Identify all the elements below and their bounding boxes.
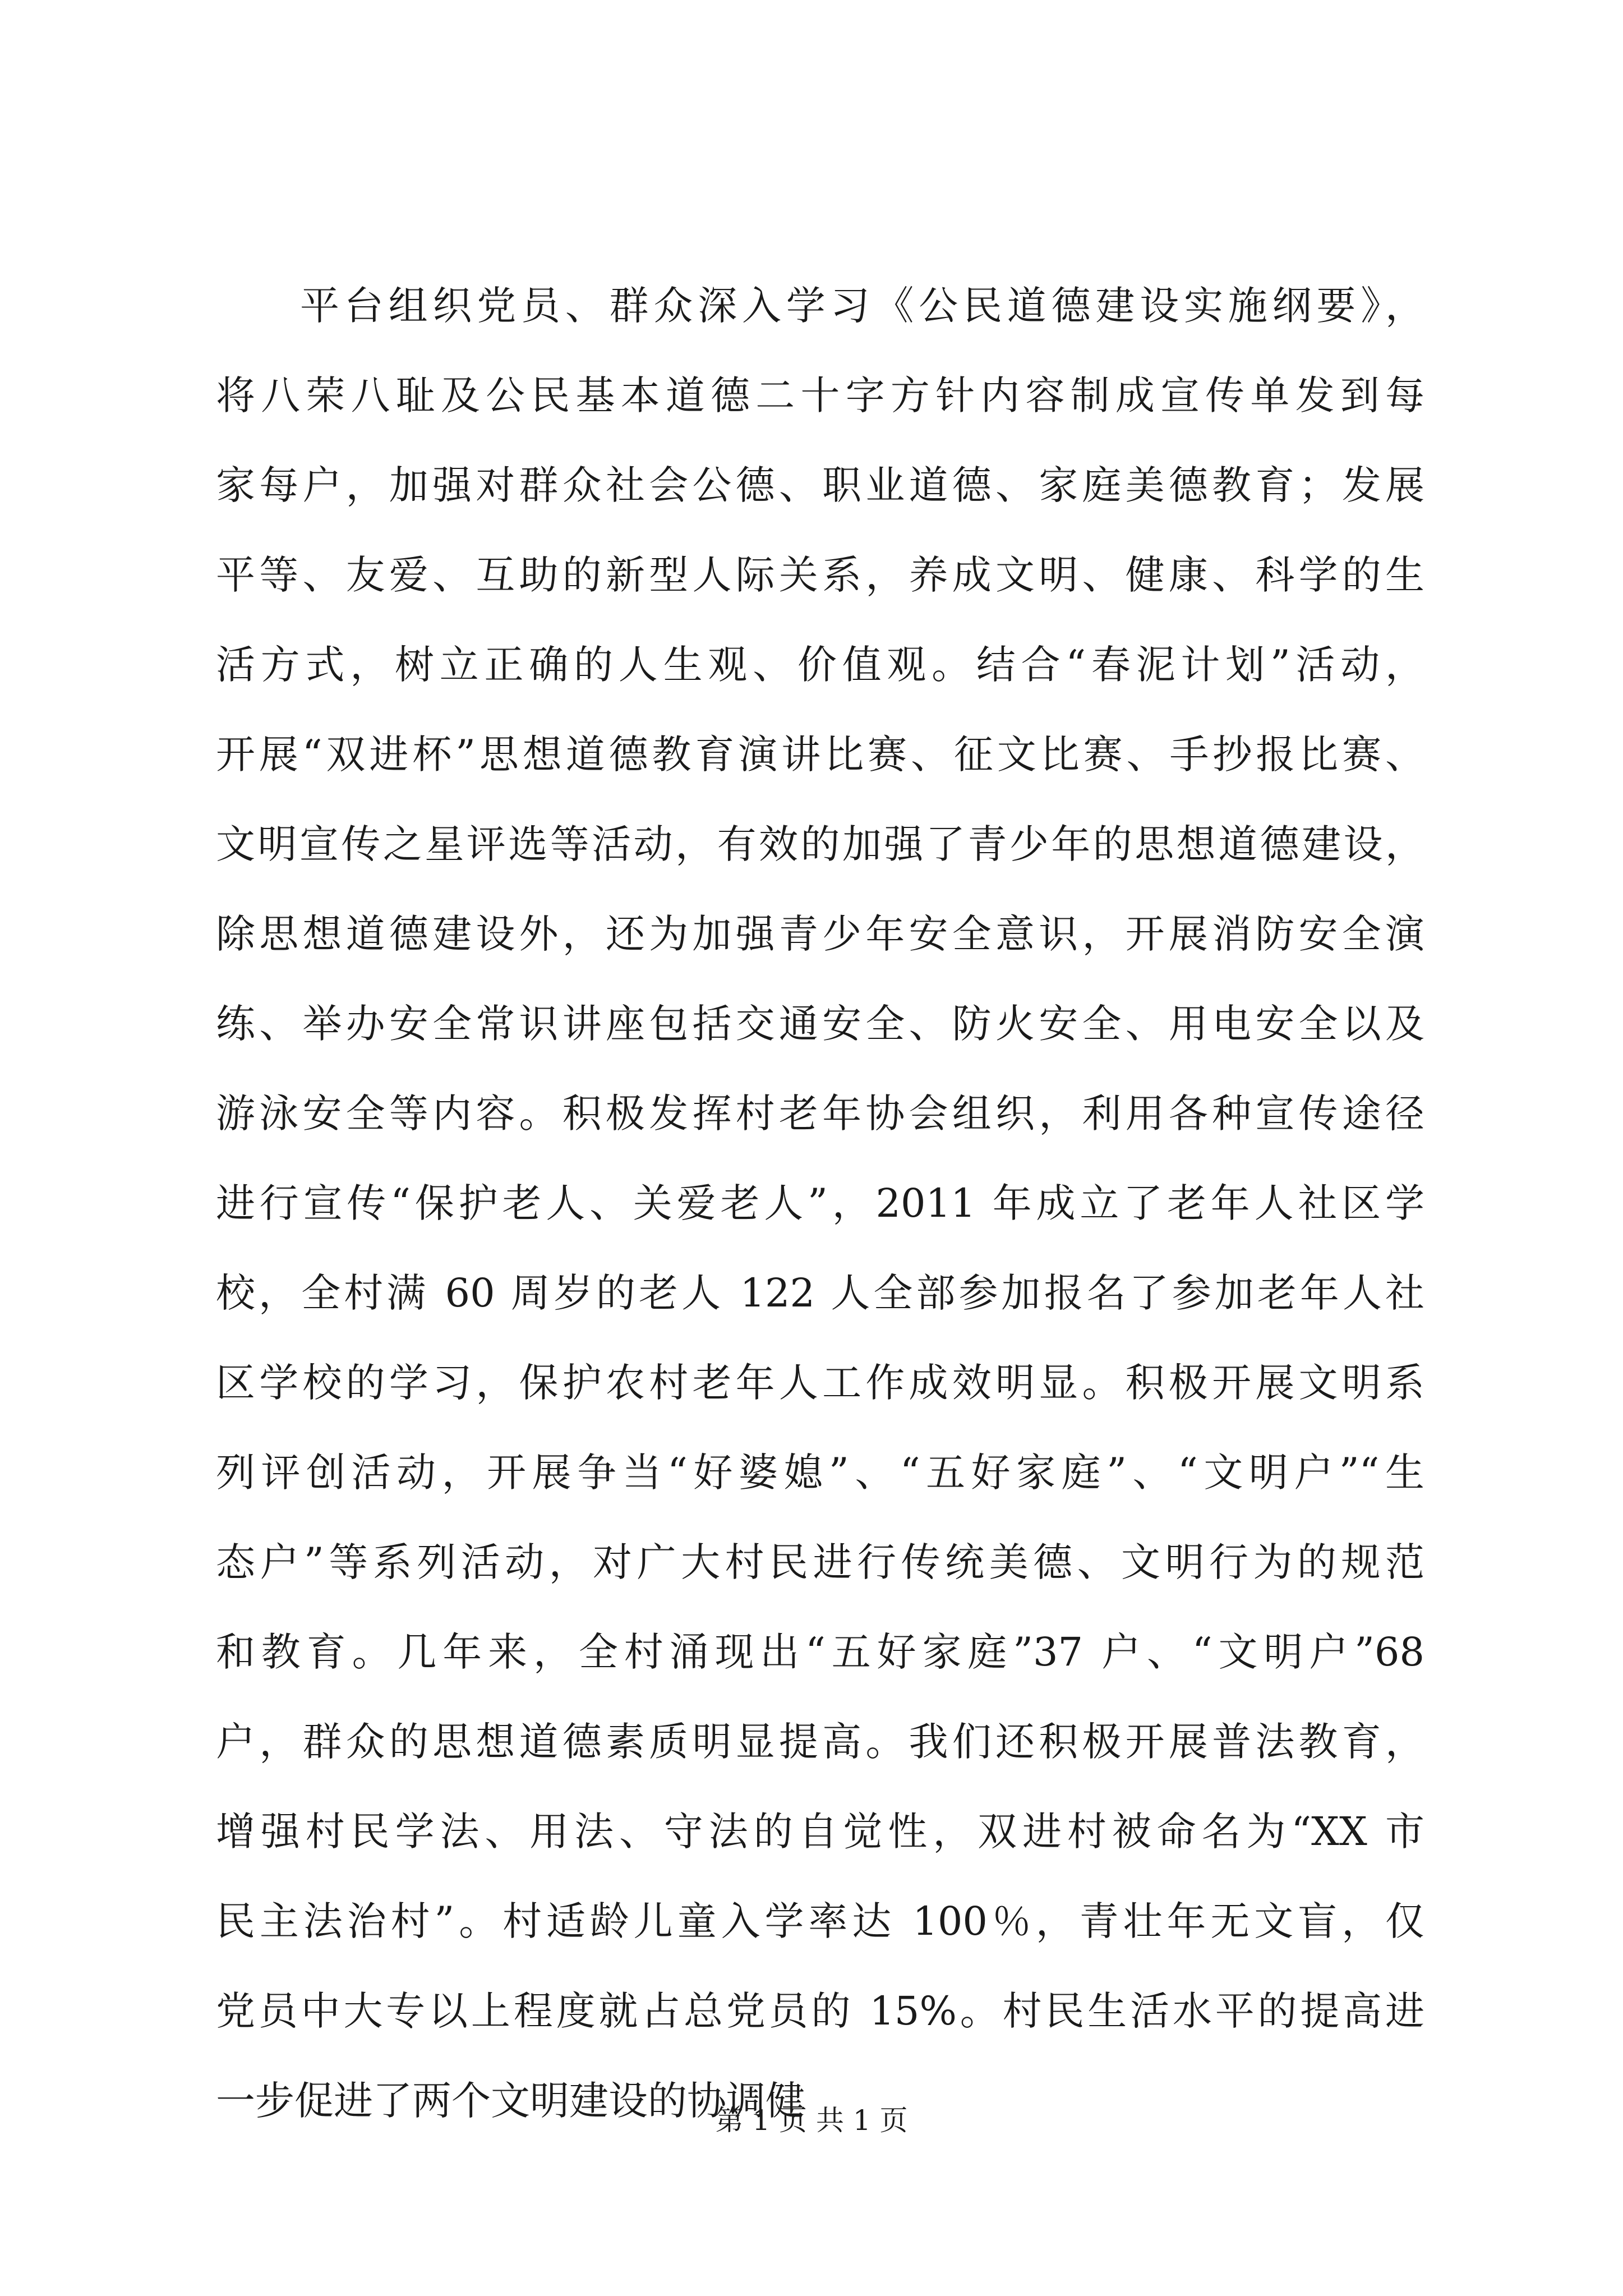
text-line: 平等、友爱、互助的新型人际关系，养成文明、健康、科学的生	[216, 552, 1424, 598]
text-line: 游泳安全等内容。积极发挥村老年协会组织，利用各种宣传途径	[216, 1091, 1424, 1137]
text-line: 态户”等系列活动，对广大村民进行传统美德、文明行为的规范	[216, 1539, 1424, 1585]
text-line: 活方式，树立正确的人生观、价值观。结合“春泥计划”活动，	[216, 642, 1424, 688]
text-line: 列评创活动，开展争当“好婆媳”、“五好家庭”、“文明户”“生	[216, 1450, 1424, 1496]
text-line: 户，群众的思想道德素质明显提高。我们还积极开展普法教育，	[216, 1719, 1424, 1765]
text-line: 家每户，加强对群众社会公德、职业道德、家庭美德教育；发展	[216, 462, 1424, 508]
text-line: 校，全村满 60 周岁的老人 122 人全部参加报名了参加老年人社	[216, 1270, 1424, 1316]
text-line: 党员中大专以上程度就占总党员的 15%。村民生活水平的提高进	[216, 1988, 1424, 2034]
text-line: 进行宣传“保护老人、关爱老人”，2011 年成立了老年人社区学	[216, 1180, 1424, 1226]
text-line: 除思想道德建设外，还为加强青少年安全意识，开展消防安全演	[216, 911, 1424, 957]
body-paragraph	[216, 261, 1424, 2146]
text-line: 民主法治村”。村适龄儿童入学率达 100％，青壮年无文盲，仅	[216, 1898, 1424, 1944]
text-line: 区学校的学习，保护农村老年人工作成效明显。积极开展文明系	[216, 1360, 1424, 1406]
text-line: 开展“双进杯”思想道德教育演讲比赛、征文比赛、手抄报比赛、	[216, 731, 1424, 777]
text-line: 练、举办安全常识讲座包括交通安全、防火安全、用电安全以及	[216, 1001, 1424, 1047]
page-number-footer: 第 1 页 共 1 页	[715, 2104, 908, 2137]
text-line: 和教育。几年来，全村涌现出“五好家庭”37 户、“文明户”68	[216, 1629, 1424, 1675]
text-line: 一步促进了两个文明建设的协调健	[216, 2078, 805, 2124]
text-line: 将八荣八耻及公民基本道德二十字方针内容制成宣传单发到每	[216, 372, 1424, 418]
text-line: 增强村民学法、用法、守法的自觉性，双进村被命名为“XX 市	[216, 1809, 1424, 1855]
text-line: 文明宣传之星评选等活动，有效的加强了青少年的思想道德建设，	[216, 821, 1424, 867]
text-line: 平台组织党员、群众深入学习《公民道德建设实施纲要》，	[300, 283, 1424, 329]
